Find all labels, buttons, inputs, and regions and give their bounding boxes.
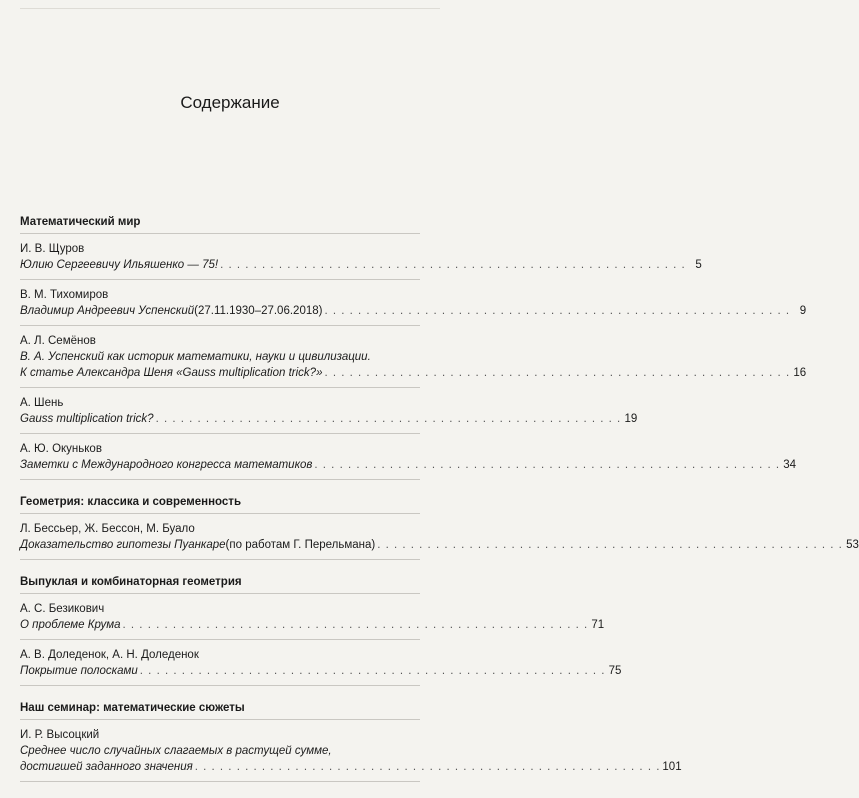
page-number: 75 (608, 665, 622, 677)
entry-title: Юлию Сергеевичу Ильяшенко — 75! (20, 259, 219, 271)
section-heading: Выпуклая и комбинаторная геометрия (20, 576, 420, 594)
toc-entry[interactable] (20, 441, 797, 480)
dot-leader: . . . . . . . . . . . . . . . . . . . . . . . . . . . . . . . . . . . . . . . . . . . . . . . . . . . . . . . . (314, 459, 781, 471)
page-number: 19 (624, 413, 638, 425)
entry-author: Л. Бессьер, Ж. Бессон, М. Буало (20, 523, 195, 535)
page-number: 53 (846, 539, 859, 551)
toc-entry[interactable] (20, 727, 682, 782)
entry-title: Gauss multiplication trick? (20, 413, 154, 425)
page-number: 101 (662, 761, 682, 773)
entry-title-line: В. А. Успенский как историк математики, науки и цивилизации. (20, 351, 371, 363)
entry-author: А. Шень (20, 397, 64, 409)
dot-leader: . . . . . . . . . . . . . . . . . . . . . . . . . . . . . . . . . . . . . . . . . . . . . . . . . . . . . . . . (194, 761, 661, 773)
dot-leader: . . . . . . . . . . . . . . . . . . . . . . . . . . . . . . . . . . . . . . . . . . . . . . . . . . . . . . . . (139, 665, 606, 677)
toc-section (20, 702, 682, 782)
entry-title: достигшей заданного значения (20, 761, 193, 773)
bleed-through-header (20, 6, 440, 9)
dot-leader: . . . . . . . . . . . . . . . . . . . . . . . . . . . . . . . . . . . . . . . . . . . . . . . . . . . . . . . . (324, 367, 791, 379)
entry-title-row (20, 411, 638, 427)
entry-author: А. Ю. Окуньков (20, 443, 102, 455)
page-number: 5 (695, 259, 702, 271)
entry-title-extra: (по работам Г. Перельмана) (225, 539, 376, 551)
entry-title: Доказательство гипотезы Пуанкаре (20, 539, 226, 551)
dot-leader: . . . . . . . . . . . . . . . . . . . . . . . . . . . . . . . . . . . . . . . . . . . . . . . . . . . . . . . . (122, 619, 589, 631)
toc-entry[interactable] (20, 601, 605, 640)
toc-entry[interactable] (20, 647, 622, 686)
page-title: Содержание (180, 93, 280, 112)
entry-title: Покрытие полосками (20, 665, 138, 677)
entry-author: А. Л. Семёнов (20, 335, 96, 347)
page-number: 9 (799, 305, 807, 317)
dot-leader: . . . . . . . . . . . . . . . . . . . . . . . . . . . . . . . . . . . . . . . . . . . . . . . . . . . . . . . . (377, 539, 843, 551)
toc-entry[interactable] (20, 395, 638, 434)
entry-author: А. В. Доледенок, А. Н. Доледенок (20, 649, 199, 661)
page-number: 16 (793, 367, 807, 379)
entry-title-row (20, 759, 682, 775)
entry-title-row (20, 617, 605, 633)
entry-title-row (20, 303, 807, 319)
toc-entry[interactable] (20, 521, 859, 560)
entry-author: А. С. Безикович (20, 603, 105, 615)
table-of-contents (20, 216, 859, 798)
section-heading: Наш семинар: математические сюжеты (20, 702, 420, 720)
toc-section (20, 216, 807, 480)
page-number: 34 (783, 459, 797, 471)
entry-title-line: Среднее число случайных слагаемых в растущей сумме, (20, 745, 332, 757)
entry-author: И. Р. Высоцкий (20, 729, 100, 741)
dot-leader: . . . . . . . . . . . . . . . . . . . . . . . . . . . . . . . . . . . . . . . . . . . . . . . . . . . . . . . . (155, 413, 622, 425)
entry-title-row (20, 365, 807, 381)
entry-title-row (20, 457, 797, 473)
entry-title: О проблеме Крума (20, 619, 121, 631)
dot-leader: . . . . . . . . . . . . . . . . . . . . . . . . . . . . . . . . . . . . . . . . . . . . . . . . . . . . . . . . (220, 259, 686, 271)
dot-leader: . . . . . . . . . . . . . . . . . . . . . . . . . . . . . . . . . . . . . . . . . . . . . . . . . . . . . . . . (324, 305, 791, 317)
toc-section (20, 576, 622, 686)
entry-author: В. М. Тихомиров (20, 289, 109, 301)
page-number: 71 (591, 619, 605, 631)
entry-title-row (20, 663, 622, 679)
section-heading: Геометрия: классика и современность (20, 496, 420, 514)
entry-title-row (20, 537, 859, 553)
toc-entry[interactable] (20, 241, 702, 280)
section-heading: Математический мир (20, 216, 420, 234)
toc-entry[interactable] (20, 287, 807, 326)
entry-title: Заметки с Международного конгресса математиков (20, 459, 313, 471)
entry-title: Владимир Андреевич Успенский (20, 305, 195, 317)
entry-title-row (20, 257, 702, 273)
entry-title-extra: (27.11.1930–27.06.2018) (194, 305, 323, 317)
toc-section (20, 496, 859, 560)
toc-entry[interactable] (20, 333, 807, 388)
entry-title: К статье Александра Шеня «Gauss multiplication trick?» (20, 367, 323, 379)
entry-author: И. В. Щуров (20, 243, 85, 255)
